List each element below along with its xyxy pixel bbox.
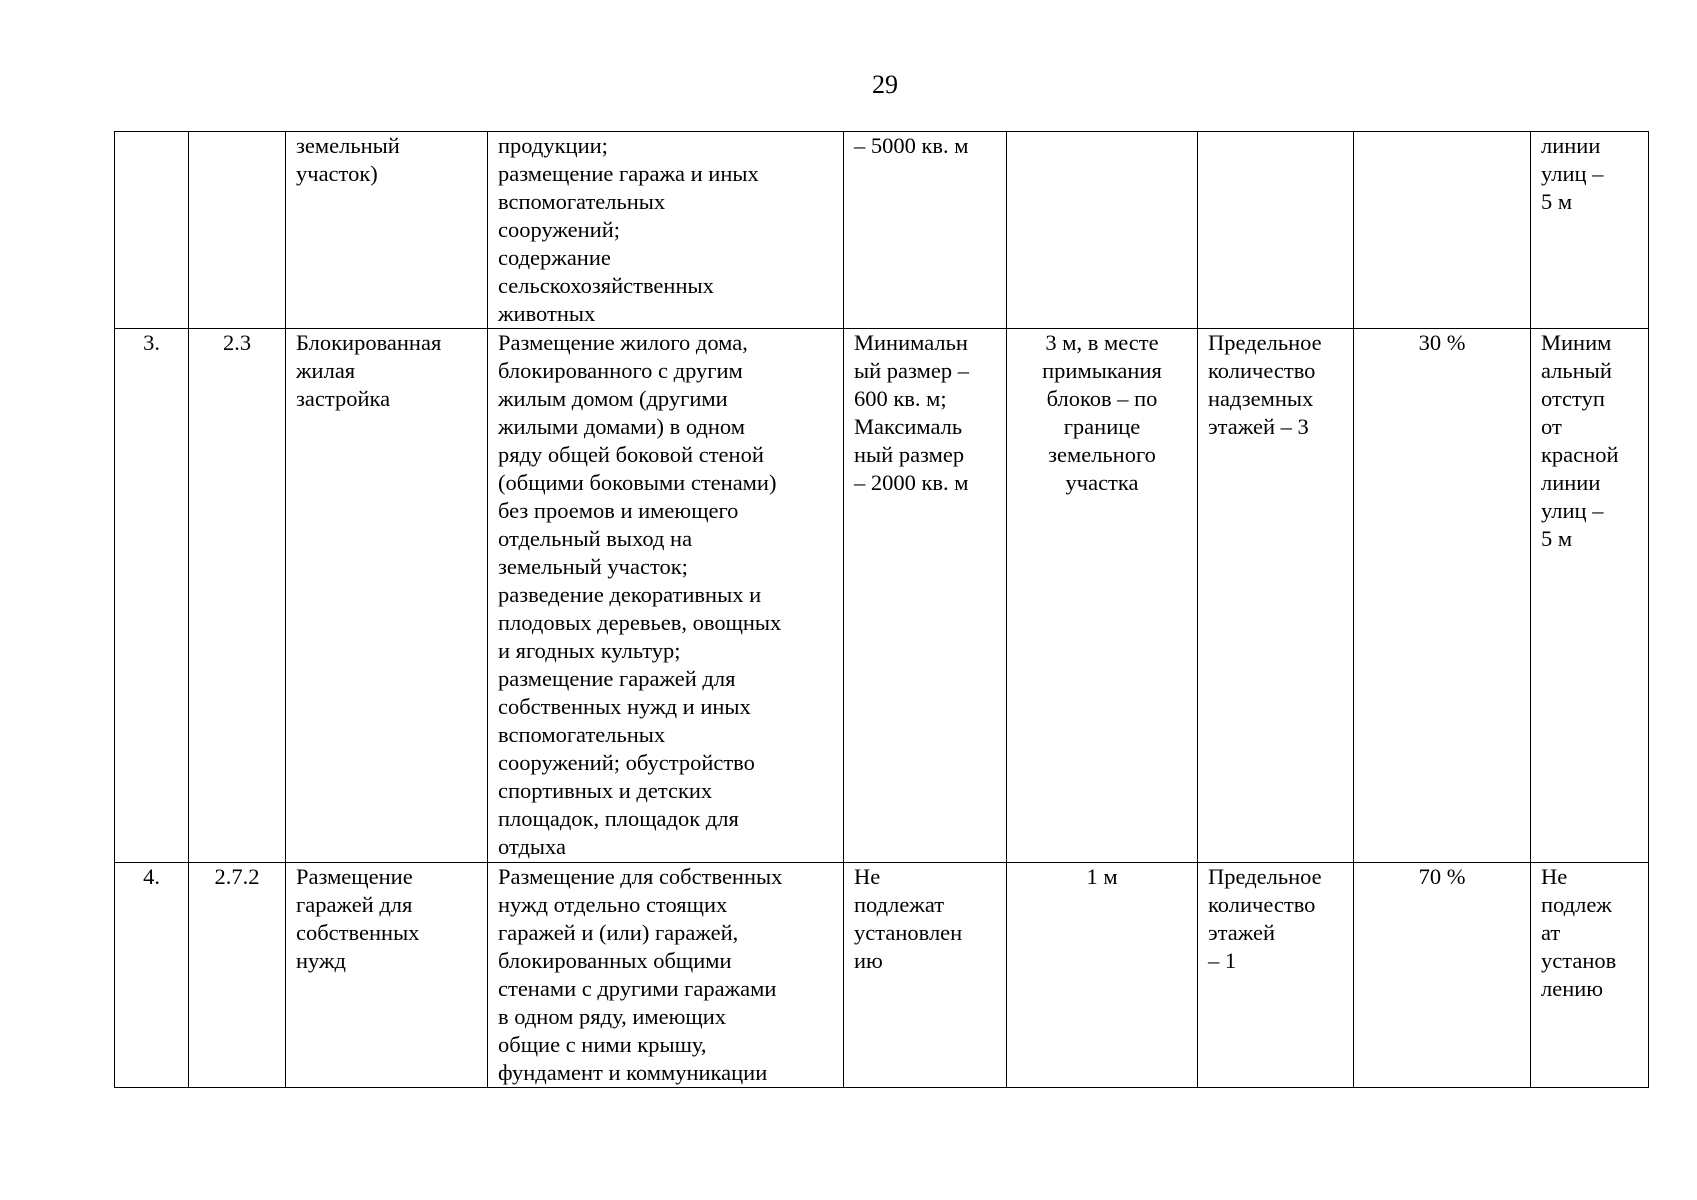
text-line: площадок, площадок для: [498, 806, 739, 831]
text-line: животных: [498, 301, 596, 326]
text-line: – 5000 кв. м: [854, 133, 969, 158]
text-line: 5 м: [1541, 189, 1573, 214]
text-line: Не: [1541, 864, 1568, 889]
cell-max-coverage: [1354, 329, 1531, 863]
text-line: блокированного с другим: [498, 358, 743, 383]
text-line: ый размер –: [854, 358, 969, 383]
text-line: вспомогательных: [498, 722, 666, 747]
text-line: участок): [296, 161, 378, 186]
text-line: линии: [1541, 133, 1601, 158]
text-line: отдельный выход на: [498, 526, 693, 551]
text-line: без проемов и имеющего: [498, 498, 739, 523]
text-line: 600 кв. м;: [854, 386, 947, 411]
text-line: 2.7.2: [214, 864, 260, 889]
cell-use-code: [189, 329, 286, 863]
text-line: ат: [1541, 920, 1561, 945]
text-line: блокированных общими: [498, 948, 732, 973]
text-line: установ: [1541, 948, 1617, 973]
cell-red-line-setback: [1531, 132, 1649, 329]
text-line: 1 м: [1086, 864, 1118, 889]
text-line: 30 %: [1418, 330, 1466, 355]
text-line: установлен: [854, 920, 963, 945]
text-line: земельный: [296, 133, 400, 158]
cell-min-setback: [1007, 329, 1198, 863]
text-line: 70 %: [1418, 864, 1466, 889]
cell-min-setback: [1007, 863, 1198, 1088]
cell-row-number: [115, 863, 189, 1088]
text-line: спортивных и детских: [498, 778, 713, 803]
text-line: жилым домом (другими: [498, 386, 728, 411]
text-line: жилая: [296, 358, 356, 383]
text-line: Предельное: [1208, 864, 1322, 889]
text-line: Миним: [1541, 330, 1612, 355]
text-line: ию: [854, 948, 883, 973]
text-line: ный размер: [854, 442, 965, 467]
text-line: земельный участок;: [498, 554, 688, 579]
text-line: Предельное: [1208, 330, 1322, 355]
text-line: размещение гаражей для: [498, 666, 736, 691]
text-line: продукции;: [498, 133, 608, 158]
text-line: застройка: [296, 386, 391, 411]
text-line: гаражей для: [296, 892, 413, 917]
text-line: фундамент и коммуникации: [498, 1060, 768, 1085]
cell-row-number: [115, 329, 189, 863]
text-line: плодовых деревьев, овощных: [498, 610, 782, 635]
text-line: альный: [1541, 358, 1612, 383]
text-line: Размещение для собственных: [498, 864, 783, 889]
cell-min-setback: [1007, 132, 1198, 329]
text-line: 4.: [143, 864, 160, 889]
text-line: улиц –: [1541, 498, 1604, 523]
text-line: количество: [1208, 892, 1316, 917]
text-line: отдыха: [498, 834, 566, 859]
text-line: собственных: [296, 920, 420, 945]
text-line: блоков – по: [1046, 386, 1158, 411]
table-row: [115, 863, 1649, 1088]
table-row: [115, 132, 1649, 329]
cell-use-code: [189, 863, 286, 1088]
text-line: лению: [1541, 976, 1604, 1001]
text-line: Размещение жилого дома,: [498, 330, 748, 355]
text-line: стенами с другими гаражами: [498, 976, 777, 1001]
text-line: сооружений;: [498, 217, 621, 242]
text-line: нужд отдельно стоящих: [498, 892, 728, 917]
text-line: Размещение: [296, 864, 413, 889]
text-line: сельскохозяйственных: [498, 273, 714, 298]
text-line: 5 м: [1541, 526, 1573, 551]
text-line: линии: [1541, 470, 1601, 495]
text-line: отступ: [1541, 386, 1605, 411]
text-line: ряду общей боковой стеной: [498, 442, 764, 467]
text-line: этажей – 3: [1208, 414, 1309, 439]
cell-row-number: [115, 132, 189, 329]
cell-use-description: [488, 329, 844, 863]
cell-use-code: [189, 132, 286, 329]
text-line: границе: [1063, 414, 1141, 439]
cell-use-name: [286, 132, 488, 329]
cell-use-description: [488, 863, 844, 1088]
text-line: 3 м, в месте: [1045, 330, 1159, 355]
text-line: количество: [1208, 358, 1316, 383]
text-line: 3.: [143, 330, 160, 355]
cell-plot-size: [844, 329, 1007, 863]
cell-plot-size: [844, 132, 1007, 329]
text-line: надземных: [1208, 386, 1314, 411]
text-line: в одном ряду, имеющих: [498, 1004, 727, 1029]
text-line: размещение гаража и иных: [498, 161, 759, 186]
text-line: красной: [1541, 442, 1619, 467]
text-line: гаражей и (или) гаражей,: [498, 920, 739, 945]
page-number: 29: [872, 70, 898, 99]
text-line: участка: [1065, 470, 1139, 495]
text-line: 2.3: [222, 330, 252, 355]
cell-max-coverage: [1354, 132, 1531, 329]
cell-use-description: [488, 132, 844, 329]
text-line: Блокированная: [296, 330, 442, 355]
text-line: Минимальн: [854, 330, 968, 355]
text-line: сооружений; обустройство: [498, 750, 755, 775]
text-line: вспомогательных: [498, 189, 666, 214]
cell-max-coverage: [1354, 863, 1531, 1088]
cell-max-floors: [1198, 132, 1354, 329]
text-line: (общими боковыми стенами): [498, 470, 777, 495]
table-row: [115, 329, 1649, 863]
text-line: Максималь: [854, 414, 963, 439]
regulations-table: [114, 131, 1649, 1088]
text-line: Не: [854, 864, 881, 889]
text-line: от: [1541, 414, 1562, 439]
text-line: содержание: [498, 245, 611, 270]
text-line: подлежат: [854, 892, 945, 917]
cell-red-line-setback: [1531, 329, 1649, 863]
text-line: подлеж: [1541, 892, 1612, 917]
text-line: жилыми домами) в одном: [498, 414, 745, 439]
text-line: земельного: [1048, 442, 1156, 467]
text-line: улиц –: [1541, 161, 1604, 186]
text-line: нужд: [296, 948, 346, 973]
text-line: разведение декоративных и: [498, 582, 762, 607]
text-line: общие с ними крышу,: [498, 1032, 707, 1057]
cell-plot-size: [844, 863, 1007, 1088]
text-line: и ягодных культур;: [498, 638, 681, 663]
cell-use-name: [286, 863, 488, 1088]
text-line: примыкания: [1042, 358, 1162, 383]
cell-red-line-setback: [1531, 863, 1649, 1088]
cell-max-floors: [1198, 329, 1354, 863]
text-line: этажей: [1208, 920, 1276, 945]
text-line: – 2000 кв. м: [854, 470, 969, 495]
text-line: – 1: [1208, 948, 1237, 973]
text-line: собственных нужд и иных: [498, 694, 751, 719]
cell-use-name: [286, 329, 488, 863]
cell-max-floors: [1198, 863, 1354, 1088]
